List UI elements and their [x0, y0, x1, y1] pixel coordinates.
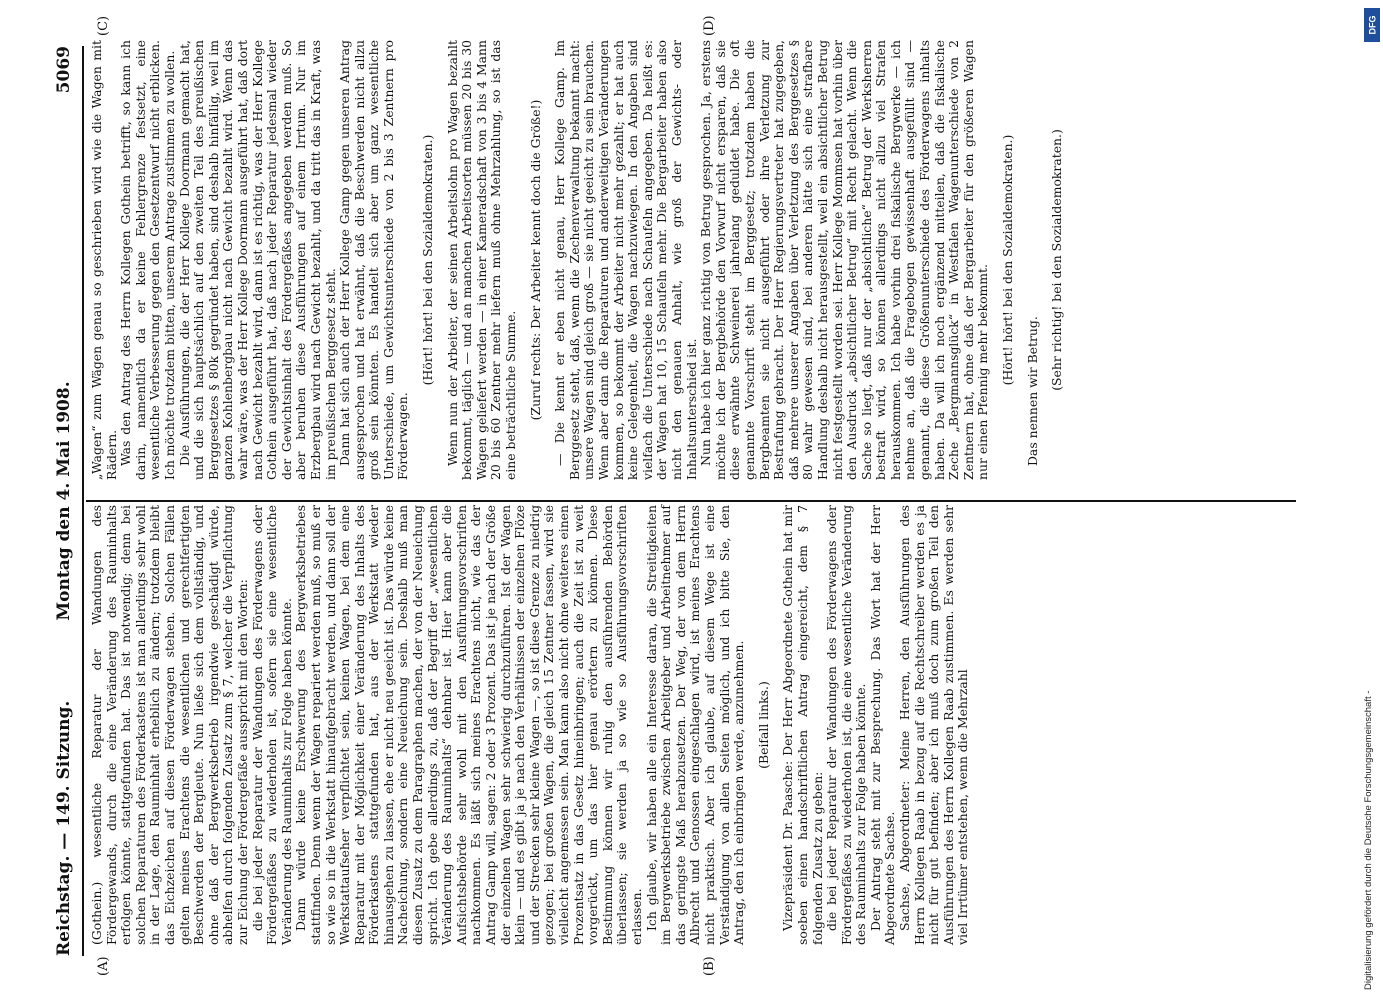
applause-note: (Beifall links.) — [755, 681, 771, 769]
interjection-note: (Sehr richtig! bei den Sozialdemokraten.) — [1049, 129, 1065, 391]
paragraph: Sachse, Abgeordneter: Meine Herren, den Ausführungen des Herrn Kollegen Raab in bezug auf die Rechtschreiber werden es ja nicht für gut befinden; aber ich muß doch zum großen Teil den Ausführungen des Herrn Kollegen Raab zustimmen. Es werden sehr viel Irrtümer entstehen, wenn die Mehrzahl — [897, 505, 971, 945]
paragraph: Dann würde keine Erschwerung des Bergwerksbetriebes stattfinden. Denn wenn der Wagen repariert werden muß, so muß er so wie so in die Werkstatt hinaufgebracht werden, und dann soll der Werkstattaufseher verpflichtet sein, keinen Wagen, bei dem eine Reparatur mit der Möglichkeit einer Veränderung des Inhalts des Förderkastens stattgefunden hat, aus der Werkstatt wieder hinausgehen zu lassen, ehe er nicht neu geeicht ist. Das würde keine Nacheichung, sondern eine Neueichung sein. Deshalb muß man diesen Zusatz zu dem Paragraphen machen, der von der Neueichung spricht. Ich gebe allerdings zu, daß der Begriff der „wesentlichen Veränderung des Rauminhalts“ dehnbar ist. Hier kann aber die Aufsichtsbehörde sehr wohl mit den Ausführungsvorschriften nachkommen. Es läßt sich meines Erachtens nicht, wie das der Antrag Gamp will, sagen: 2 oder 3 Prozent. Das ist je nach der Größe der einzelnen Wagen sehr schwierig durchzuführen. Ist der Wagen klein — und es gibt ja je nach den Verhältnissen der einzelnen Flöze und der Strecken sehr kleine Wagen —, so ist diese Grenze zu niedrig gezogen; bei großen Wagen, die gleich 15 Zentner fassen, wird sie vielleicht angemessen sein. Man kann also nicht ohne weiteres einen Prozentsatz in das Gesetz hineinbringen; auch die Zeit ist zu weit vorgerückt, um das hier genau erörtern zu können. Diese Bestimmung können wir ruhig den ausführenden Behörden überlassen; sie werden ja so wie so Ausführungsvorschriften erlassen. — [293, 505, 644, 945]
interjection-note: (Hört! hört! bei den Sozialdemokraten.) — [1000, 134, 1016, 386]
interjection-note: (Hört! hört! bei den Sozialdemokraten.) — [420, 134, 436, 386]
marker-d: (D) — [702, 15, 717, 36]
dfg-logo: DFG — [1364, 8, 1380, 42]
paragraph: Das nennen wir Betrug. — [1024, 316, 1040, 466]
paragraph: Was den Antrag des Herrn Kollegen Gothein betrifft, so kann ich darin, namentlich da er keine Fehlergrenze festsetzt, eine wesentliche Verbesserung gegen den Gesetzentwurf nicht erblicken. Ich möchte trotzdem bitten, unserem Antrage zustimmen zu wollen. — [118, 40, 177, 480]
paragraph: Vizepräsident Dr. Paasche: Der Herr Abgeordnete Gothein hat mir soeben einen handschriftlichen Antrag eingereicht, dem § 7 folgenden Zusatz zu geben: — [780, 505, 825, 945]
quoted-amendment: die bei jeder Reparatur der Wandungen des Förderwagens oder Fördergefäßes zu wiederholen ist, die eine wesentliche Veränderung des Rauminhalts zur Folge haben könnte. — [824, 505, 869, 945]
header-session: Reichstag. — 149. Sitzung. — [54, 700, 74, 956]
header-rule — [82, 46, 84, 956]
paragraph: — Die kennt er eben nicht genau, Herr Kollege Gamp. Im Berggesetz steht, daß, wenn die Zechenverwaltung bekannt macht: unsere Wagen sind gleich groß — sie nicht geeicht zu sein brauchen. Wenn aber dann die Reparaturen und anderweitigen Veränderungen kommen, so bekommt der Arbeiter nicht mehr gezahlt; er hat auch keine Gelegenheit, die Wagen nachzuwiegen. In den Angaben sind vielfach die Unterschiede nach Schaufeln angegeben. Da heißt es: der Wagen hat 10, 15 Schaufeln mehr. Die Bergarbeiter haben also nicht den genauen Anhalt, wie groß der Gewichts- oder Inhaltsunterschied ist. — [552, 40, 699, 480]
left-column — [90, 505, 971, 945]
marker-c: (C) — [96, 15, 111, 36]
marker-b: (B) — [702, 956, 717, 976]
page-header — [52, 46, 82, 956]
paragraph: Die Ausführungen, die der Herr Kollege Doormann gemacht hat, und die sich hauptsächlich auf den zweiten Teil des preußischen Berggesetzes § 80k gegründet haben, sind deshalb hinfällig, weil im ganzen Kohlenbergbau nicht nach Gewicht bezahlt wird. Wenn das wahr wäre, was der Herr Kollege Doormann ausgeführt hat, daß dort nach Gewicht bezahlt wird, dann ist es richtig, was der Herr Kollege Gothein ausgeführt hat, daß nach jeder Reparatur jedesmal wieder der Gewichtsinhalt des Fördergefäßes angegeben werden muß. So aber beruhen diese Ausführungen auf einem Irrtum. Nur im Erzbergbau wird nach Gewicht bezahlt, und da tritt das in Kraft, was im preußischen Berggesetz steht. — [176, 40, 338, 480]
paragraph: Der Antrag steht mit zur Besprechung. Das Wort hat der Herr Abgeordnete Sachse. — [867, 505, 898, 945]
paragraph: Ich glaube, wir haben alle ein Interesse daran, die Streitigkeiten im Bergwerksbetriebe zwischen Arbeitgeber und Arbeitnehmer auf das geringste Maß herabzusetzen. Der Weg, der von dem Herrn Albrecht und Genossen eingeschlagen wird, ist meines Erachtens nicht praktisch. Aber ich glaube, auf diesem Wege ist eine Verständigung von allen Seiten möglich, und ich bitte Sie, den Antrag, den ich einbringen werde, anzunehmen. — [643, 505, 747, 945]
marker-a: (A) — [96, 956, 111, 976]
paragraph: Dann hat sich auch der Herr Kollege Gamp gegen unseren Antrag ausgesprochen und hat erwähnt, daß die Beschwerden nicht allzu groß sein könnten. Es handelt sich aber um ganz wesentliche Unterschiede, um Gewichtsunterschiede von 2 bis 3 Zentnern pro Förderwagen. — [337, 40, 411, 480]
header-date: Montag den 4. Mai 1908. — [54, 381, 74, 621]
right-column — [90, 40, 1075, 480]
column-divider — [86, 500, 1296, 502]
paragraph: Wenn nun der Arbeiter, der seinen Arbeitslohn pro Wagen bezahlt bekommt, täglich — und an manchen Arbeitsorten müssen 20 bis 30 Wagen geliefert werden — in einer Kameradschaft von 3 bis 4 Mann 20 bis 60 Zentner mehr liefern muß ohne Mehrzahlung, so ist das eine beträchtliche Summe. — [444, 40, 519, 480]
interjection-note: (Zuruf rechts: Der Arbeiter kennt doch die Größe!) — [527, 99, 543, 421]
quoted-amendment: die bei jeder Reparatur der Wandungen des Förderwagens oder Fördergefäßes zu wiederholen ist, sofern sie eine wesentliche Veränderung des Rauminhalts zur Folge haben könnte. — [249, 505, 294, 945]
paragraph: „Wagen“ zum Wägen genau so geschrieben wird wie die Wagen mit Rädern. — [89, 40, 119, 480]
paragraph: (Gothein.) wesentliche Reparatur der Wandungen des Fördergewands, durch die eine Veränderung des Rauminhalts erfolgen könnte, stattgefunden hat. Das ist notwendig; denn bei solchen Reparaturen des Förderkastens ist man allerdings sehr wohl in der Lage, den Rauminhalt erheblich zu ändern; trotzdem bleibt das Eichzeichen auf diesen Förderwagen stehen. Solchen Fällen gelten meines Erachtens die wesentlichen und gerechtfertigten Beschwerden der Bergleute. Nun ließe sich dem vollständig, und ohne daß der Bergwerksbetrieb irgendwie geschädigt würde, abhelfen durch folgenden Zusatz zum § 7, welcher die Verpflichtung zur Eichung der Fördergefäße ausspricht mit den Worten: — [89, 505, 250, 945]
paragraph: Nun habe ich hier ganz richtig von Betrug gesprochen. Ja, erstens möchte ich der Bergbehörde den Vorwurf nicht ersparen, daß sie diese erwähnte Schweinerei jahrelang geduldet habe. Die oft genannte Vorschrift steht im Berggesetz; trotzdem haben die Bergbeamten sie nicht ausgeführt oder ihre Verletzung zur Bestrafung gebracht. Der Herr Regierungsvertreter hat zugegeben, daß mehrere unserer Angaben über Verletzung des Berggesetzes § 80 wahr gewesen sind, bei anderen hätte sich eine strafbare Handlung deshalb nicht herausgestellt, weil ein absichtlicher Betrug nicht festgestellt worden sei. Herr Kollege Mommsen hat vorhin über den Ausdruck „absichtlicher Betrug“ mit Recht gelacht. Wenn die Sache so liegt, daß nur der „absichtliche“ Betrug der Werksherren bestraft wird, so können allerdings nicht allzu viel Strafen herauskommen. Ich habe vorhin drei fiskalische Bergwerke — ich nehme an, daß die Fragebogen gewissenhaft ausgefüllt sind — genannt, die diese Größenunterschiede des Förderwagens inhalts haben. Da will ich noch ergänzend mitteilen, daß die fiskalische Zeche „Bergmannsglück“ in Westfalen Wagenunterschiede von 2 Zentnern hat, ohne daß der Bergarbeiter für den größeren Wagen nur einen Pfennig mehr bekommt. — [698, 40, 991, 480]
credit-text: Digitalisierung gefördert durch die Deutsche Forschungsgemeinschaft - — [1363, 690, 1374, 990]
page-number: 5069 — [54, 46, 74, 94]
digitization-credit — [1363, 10, 1379, 990]
